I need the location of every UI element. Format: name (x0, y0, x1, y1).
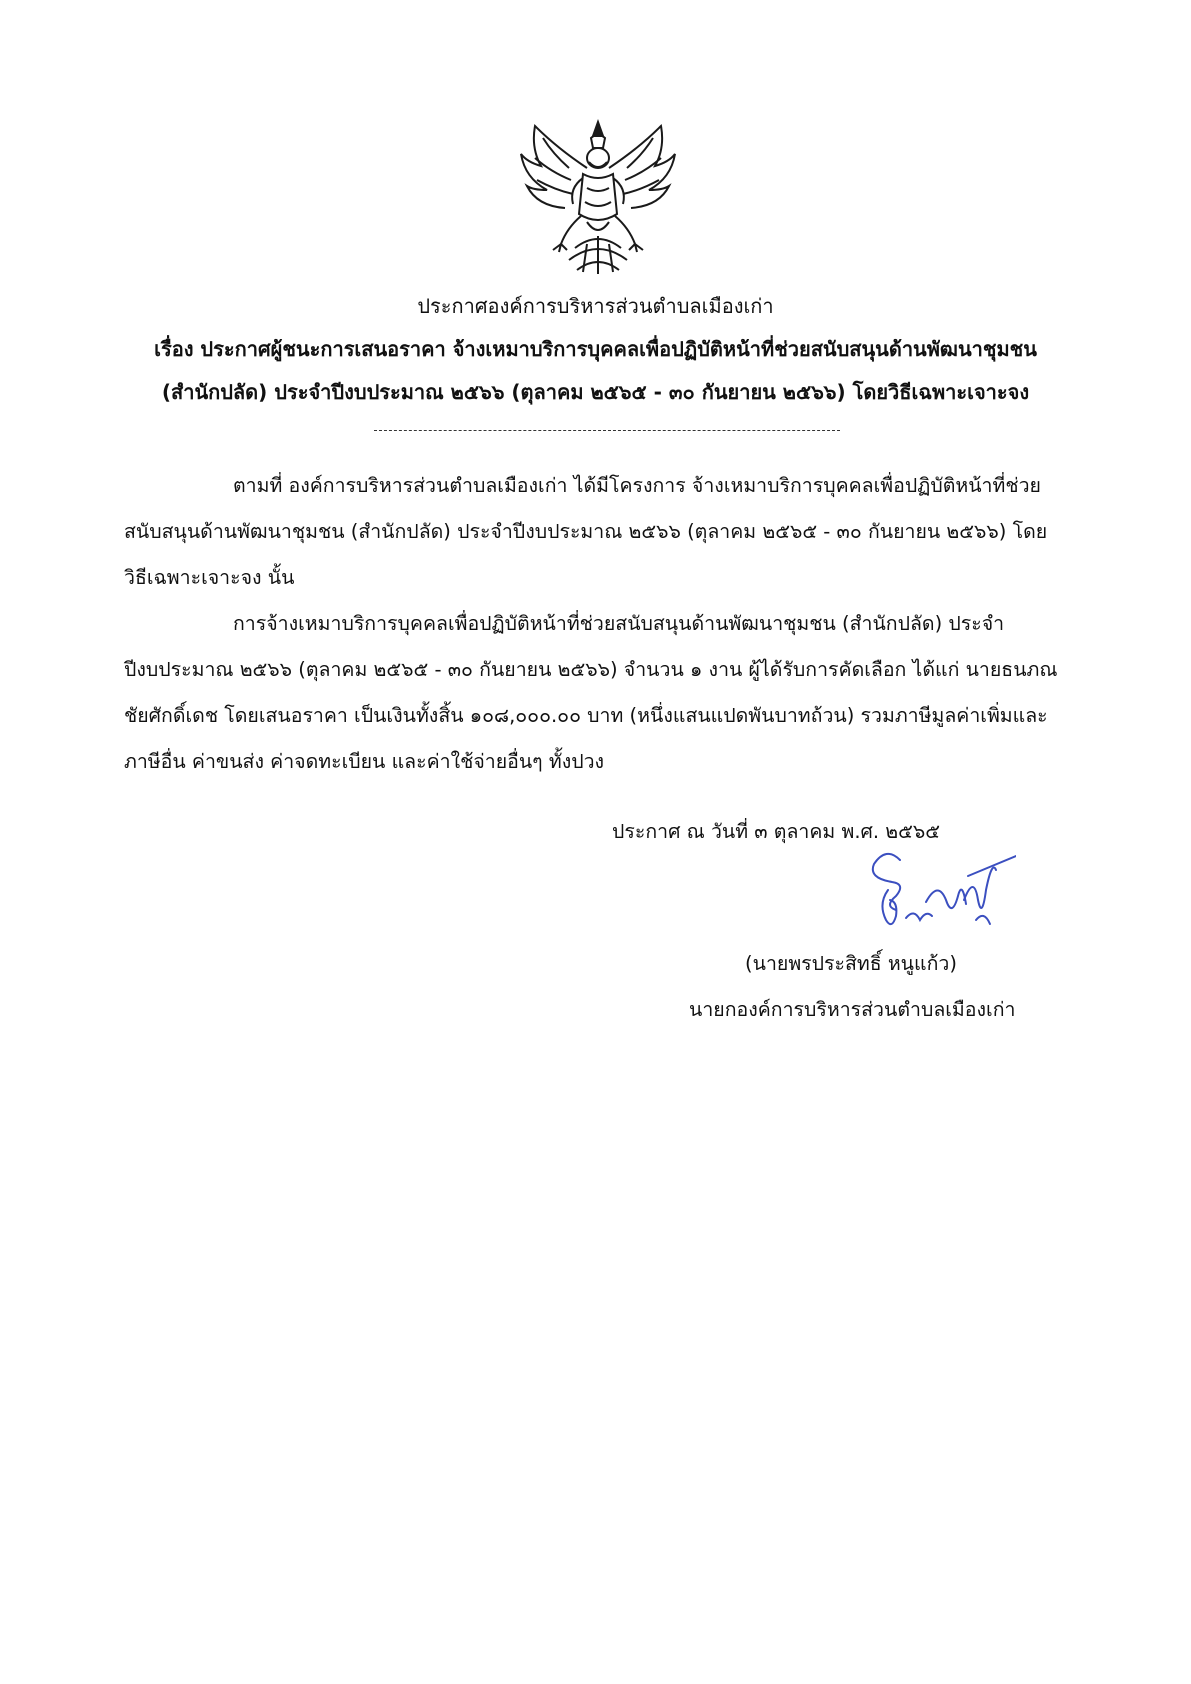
paragraph-1-line-3: วิธีเฉพาะเจาะจง นั้น (124, 566, 295, 589)
paragraph-2-line-3: ชัยศักดิ์เดช โดยเสนอราคา เป็นเงินทั้งสิ้น ๑๐๘,๐๐๐.๐๐ บาท (หนึ่งแสนแปดพันบาทถ้วน) รวมภาษีมูลค่าเพิ่มและ (124, 704, 1048, 727)
signer-title: นายกองค์การบริหารส่วนตำบลเมืองเก่า (689, 998, 1016, 1021)
paragraph-2-line-1: การจ้างเหมาบริการบุคคลเพื่อปฏิบัติหน้าที่ช่วยสนับสนุนด้านพัฒนาชุมชน (สำนักปลัด) ประจำ (233, 612, 1005, 635)
org-announcement-title: ประกาศองค์การบริหารส่วนตำบลเมืองเก่า (417, 294, 774, 318)
paragraph-2-line-4: ภาษีอื่น ค่าขนส่ง ค่าจดทะเบียน และค่าใช้จ่ายอื่นๆ ทั้งปวง (124, 750, 605, 773)
handwritten-signature-icon (866, 840, 1016, 940)
dashed-divider (374, 430, 840, 431)
paragraph-1-line-2: สนับสนุนด้านพัฒนาชุมชน (สำนักปลัด) ประจำปีงบประมาณ ๒๕๖๖ (ตุลาคม ๒๕๖๕ - ๓๐ กันยายน ๒๕๖๖) โดย (124, 520, 1048, 543)
signer-name: (นายพรประสิทธิ์ หนูแก้ว) (745, 952, 957, 975)
paragraph-1-line-1: ตามที่ องค์การบริหารส่วนตำบลเมืองเก่า ได้มีโครงการ จ้างเหมาบริการบุคคลเพื่อปฏิบัติหน้าที่ช่วย (233, 474, 1041, 497)
paragraph-2-line-2: ปีงบประมาณ ๒๕๖๖ (ตุลาคม ๒๕๖๕ - ๓๐ กันยายน ๒๕๖๖) จำนวน ๑ งาน ผู้ได้รับการคัดเลือก ได้แก่ นายธนภณ (124, 658, 1058, 681)
garuda-emblem-icon (517, 118, 679, 278)
subject-line-1: เรื่อง ประกาศผู้ชนะการเสนอราคา จ้างเหมาบริการบุคคลเพื่อปฏิบัติหน้าที่ช่วยสนับสนุนด้านพัฒนาชุมชน (154, 337, 1037, 361)
subject-line-2: (สำนักปลัด) ประจำปีงบประมาณ ๒๕๖๖ (ตุลาคม ๒๕๖๕ - ๓๐ กันยายน ๒๕๖๖) โดยวิธีเฉพาะเจาะจง (161, 380, 1030, 404)
announcement-date: ประกาศ ณ วันที่ ๓ ตุลาคม พ.ศ. ๒๕๖๕ (612, 820, 941, 843)
